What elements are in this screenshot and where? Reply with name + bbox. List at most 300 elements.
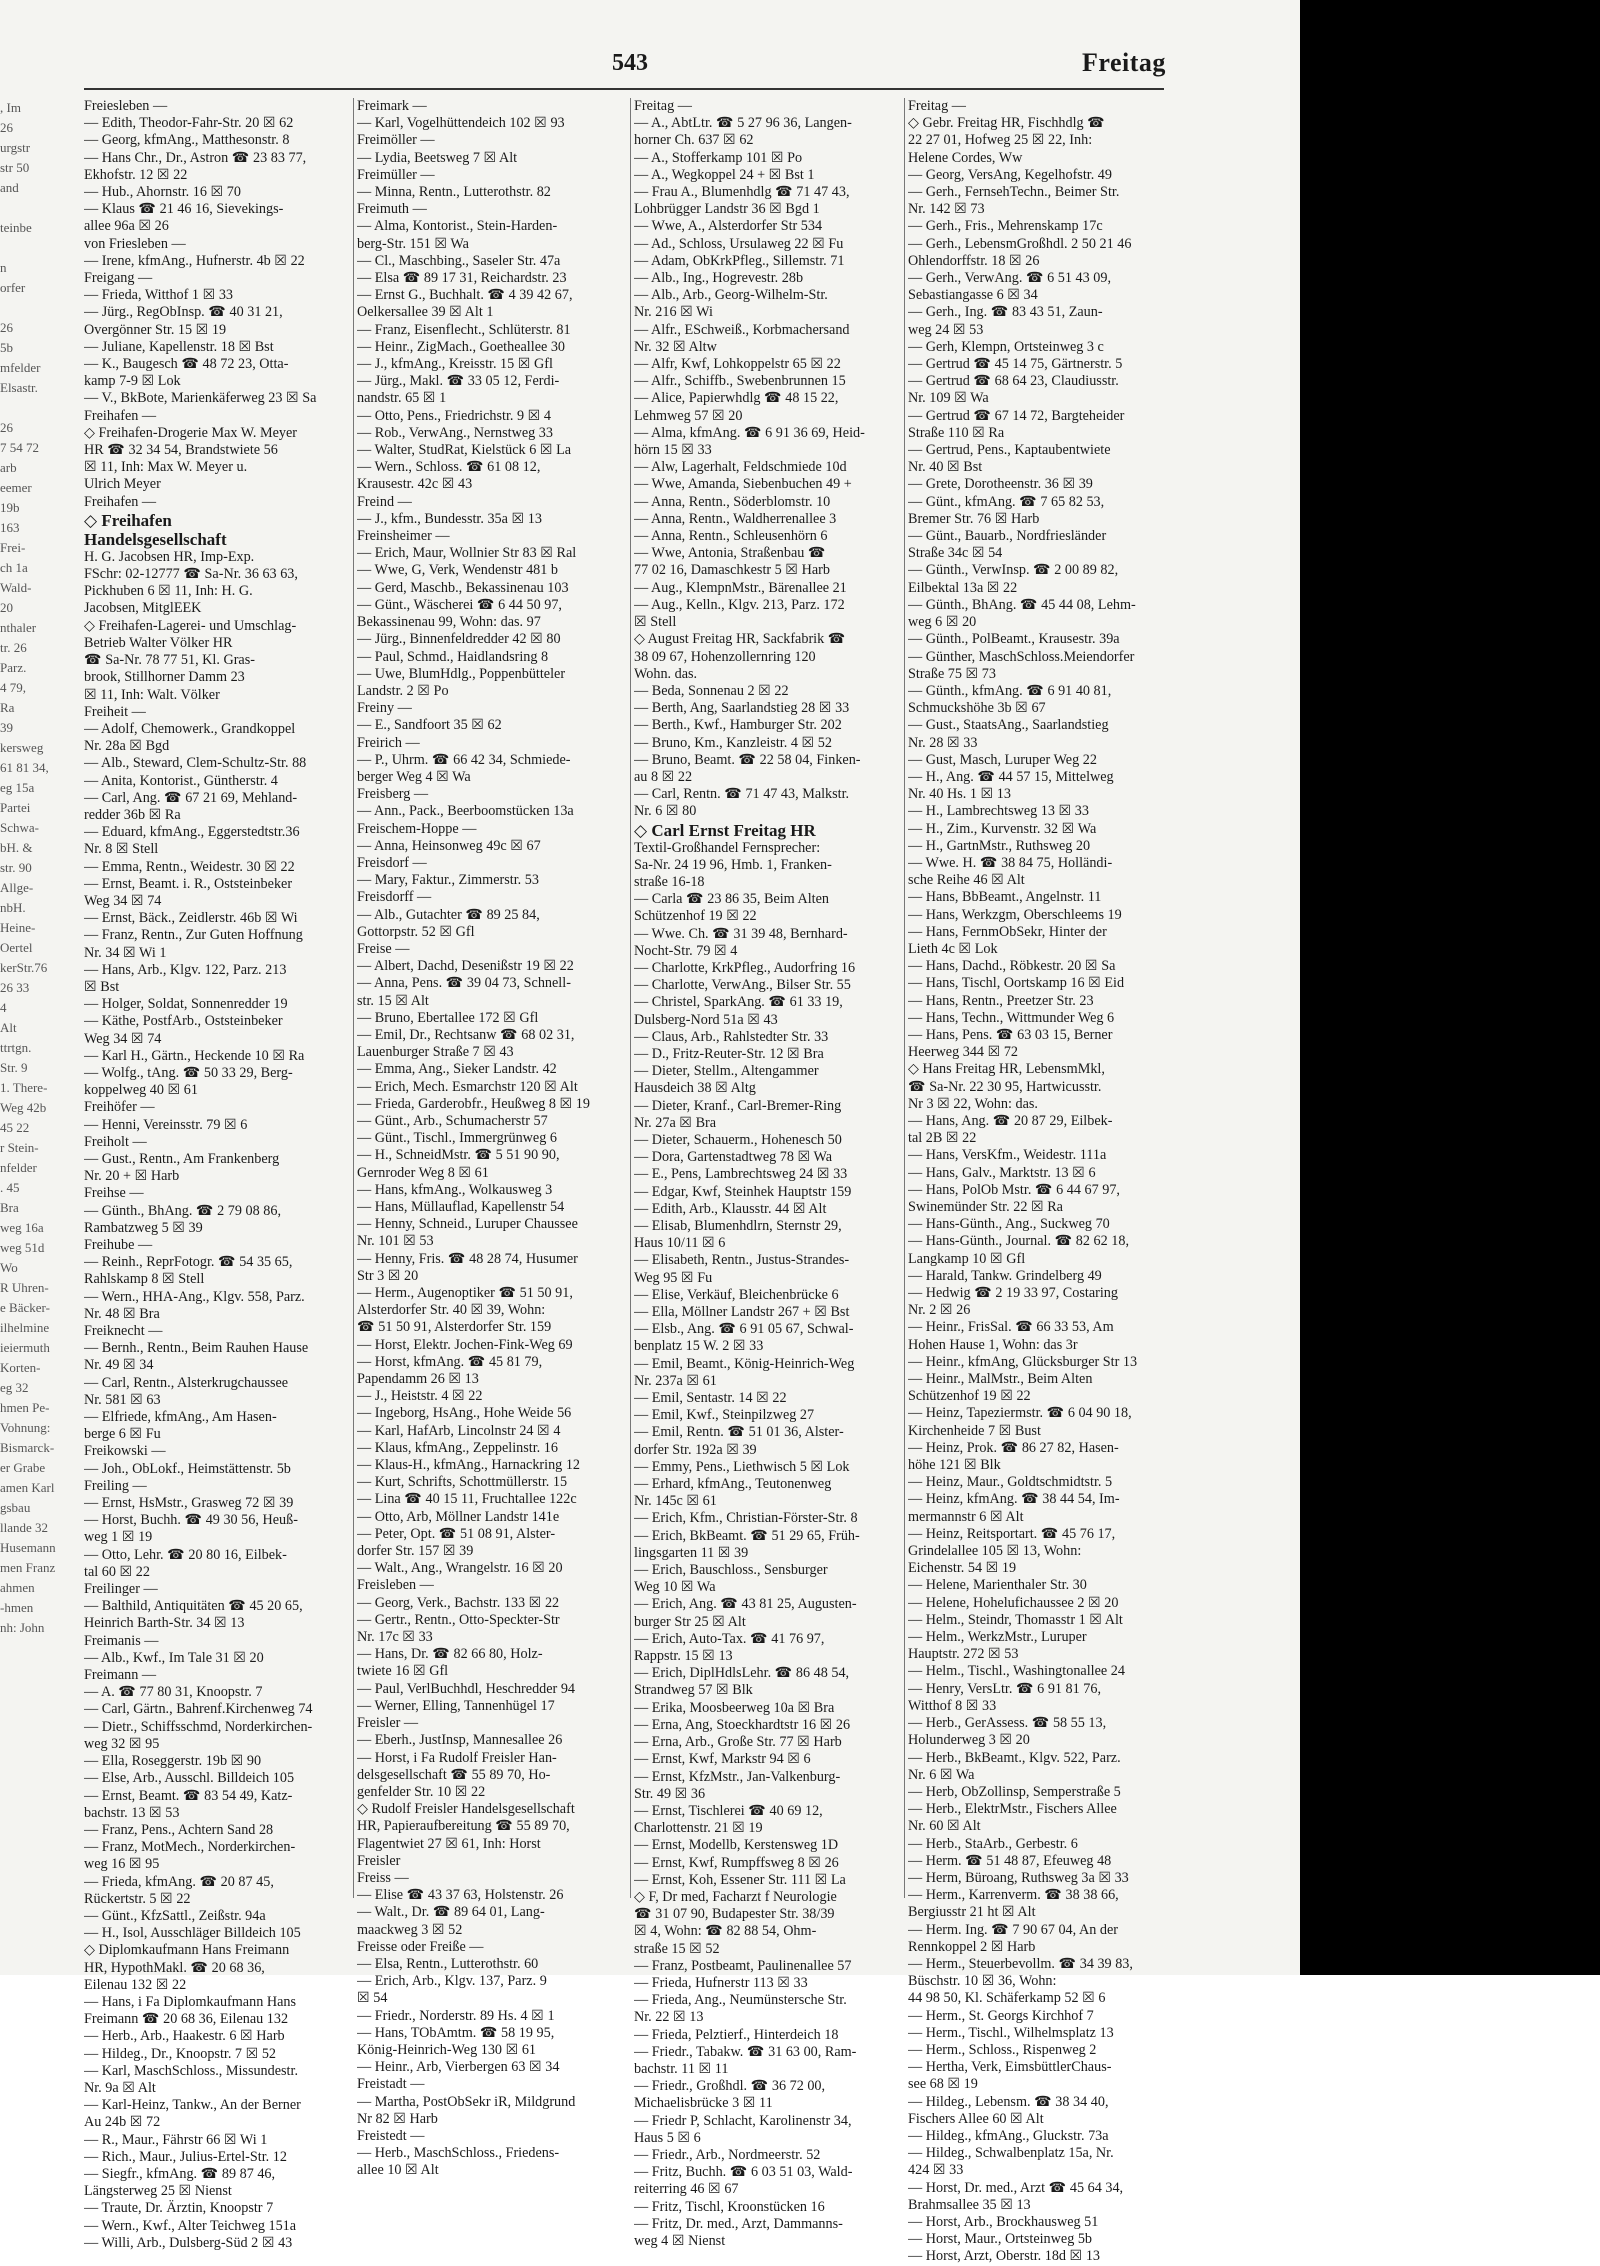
directory-entry-line: ☒ 11, Inh: Walt. Völker — [84, 686, 220, 703]
directory-entry-line: — Herb., MaschSchloss., Friedens- — [357, 2145, 560, 2162]
directory-entry-line: — Charlotte, VerwAng., Bilser Str. 55 — [634, 977, 851, 994]
directory-entry-line: — Ernst, Kwf, Markstr 94 ☒ 6 — [634, 1751, 811, 1768]
directory-entry-line: Lauenburger Straße 7 ☒ 43 — [357, 1044, 514, 1061]
directory-entry-line: — Friedr., Tabakw. ☎ 31 63 00, Ram- — [634, 2043, 857, 2060]
directory-entry-line: ◇ Carl Ernst Freitag HR — [634, 820, 816, 840]
directory-entry-line: Haus 10/11 ☒ 6 — [634, 1235, 726, 1252]
directory-entry-line: Krausestr. 42c ☒ 43 — [357, 476, 473, 493]
directory-entry-line: delsgesellschaft ☎ 55 89 70, Ho- — [357, 1766, 551, 1783]
directory-entry-line: — Elsa ☎ 89 17 31, Reichardstr. 23 — [357, 270, 567, 287]
directory-entry-line: H. G. Jacobsen HR, Imp-Exp. — [84, 548, 255, 565]
directory-entry-line: — Günther, MaschSchloss.Meiendorfer — [908, 648, 1135, 665]
directory-entry-line: — Karl H., Gärtn., Heckende 10 ☒ Ra — [84, 1047, 305, 1064]
edge-fragment: 26 — [0, 320, 13, 335]
directory-entry-line: Freilinger — — [84, 1581, 158, 1598]
directory-entry-line: — Elsa, Rentn., Lutterothstr. 60 — [357, 1955, 539, 1972]
directory-entry-line: Schmuckshöhe 3b ☒ 67 — [908, 700, 1046, 717]
directory-entry-line: — Jürg., Binnenfeldredder 42 ☒ 80 — [357, 631, 561, 648]
edge-fragment: n — [0, 260, 7, 275]
directory-entry-line: Freind — — [357, 493, 412, 510]
directory-entry-line: — A., Stofferkamp 101 ☒ Po — [634, 149, 803, 166]
directory-entry-line: Freihöfer — — [84, 1099, 155, 1116]
directory-entry-line: — Henny, Fris. ☎ 48 28 74, Husumer — [357, 1250, 578, 1267]
directory-entry-line: — Gertrud ☎ 68 64 23, Claudiusstr. — [908, 373, 1119, 390]
directory-entry-line: Weg 34 ☒ 74 — [84, 1030, 162, 1047]
directory-entry-line: Witthof 8 ☒ 33 — [908, 1697, 997, 1714]
directory-entry-line: — E., Pens, Lambrechtsweg 24 ☒ 33 — [634, 1166, 848, 1183]
directory-entry-line: hörn 15 ☒ 33 — [634, 442, 712, 459]
directory-entry-line: — Irene, kfmAng., Hufnerstr. 4b ☒ 22 — [84, 252, 305, 269]
directory-entry-line: — E., Sandfoort 35 ☒ 62 — [357, 717, 502, 734]
directory-entry-line: Sa-Nr. 24 19 96, Hmb. 1, Franken- — [634, 856, 832, 873]
edge-fragment: Parz. — [0, 660, 27, 675]
directory-entry-line: — Walt., Dr. ☎ 89 64 01, Lang- — [357, 1904, 545, 1921]
directory-entry-line: HR, HypothMakl. ☎ 20 68 36, — [84, 1959, 265, 1976]
directory-entry-line: Straße 34c ☒ 54 — [908, 545, 1003, 562]
directory-entry-line: — H., Lambrechtsweg 13 ☒ 33 — [908, 803, 1089, 820]
directory-entry-line: Rappstr. 15 ☒ 13 — [634, 1648, 733, 1665]
edge-fragment: hmen Pe- — [0, 1400, 50, 1415]
directory-entry-line: — Alw, Lagerhalt, Feldschmiede 10d — [634, 459, 847, 476]
directory-entry-line: — Herm., Steuerbevollm. ☎ 34 39 83, — [908, 1955, 1133, 1972]
directory-entry-line: höhe 121 ☒ Blk — [908, 1457, 1001, 1474]
directory-entry-line: Eilenau 132 ☒ 22 — [84, 1976, 187, 1993]
edge-fragment: Bra — [0, 1200, 19, 1215]
directory-entry-line: — Herb., StaArb., Gerbestr. 6 — [908, 1835, 1078, 1852]
directory-entry-line: — Karl, Vogelhüttendeich 102 ☒ 93 — [357, 115, 565, 132]
directory-entry-line: — Hedwig ☎ 2 19 33 97, Costaring — [908, 1285, 1118, 1302]
directory-entry-line: Haus 5 ☒ 6 — [634, 2129, 701, 2146]
directory-entry-line: Straße 75 ☒ 73 — [908, 665, 996, 682]
directory-entry-line: 424 ☒ 33 — [908, 2162, 964, 2179]
directory-entry-line: bachstr. 13 ☒ 53 — [84, 1804, 180, 1821]
directory-entry-line: — Ella, Roseggerstr. 19b ☒ 90 — [84, 1753, 262, 1770]
directory-entry-line: Freimann — — [84, 1667, 157, 1684]
edge-fragment: ieiermuth — [0, 1340, 50, 1355]
directory-entry-line: — Günth., BhAng. ☎ 45 44 08, Lehm- — [908, 596, 1136, 613]
directory-entry-line: — Hans, Ang. ☎ 20 87 29, Eilbek- — [908, 1112, 1113, 1129]
directory-entry-line: — Ernst, Koh, Essener Str. 111 ☒ La — [634, 1871, 846, 1888]
directory-entry-line: Nr. 49 ☒ 34 — [84, 1357, 154, 1374]
directory-entry-line: berger Weg 4 ☒ Wa — [357, 768, 471, 785]
directory-entry-line: Alsterdorfer Str. 40 ☒ 39, Wohn: — [357, 1302, 546, 1319]
directory-entry-line: — Hertha, Verk, EimsbüttlerChaus- — [908, 2059, 1112, 2076]
edge-fragment: nh: John — [0, 1620, 45, 1635]
directory-entry-line: — A., AbtLtr. ☎ 5 27 96 36, Langen- — [634, 115, 852, 132]
directory-entry-line: — Anna, Rentn., Waldherrenallee 3 — [634, 510, 837, 527]
column-rule — [904, 98, 905, 1898]
directory-entry-line: — Horst, Elektr. Jochen-Fink-Weg 69 — [357, 1336, 573, 1353]
directory-entry-line: — Erich, Maur, Wollnier Str 83 ☒ Ral — [357, 545, 577, 562]
directory-entry-line: — Gust., StaatsAng., Saarlandstieg — [908, 717, 1109, 734]
directory-entry-line: — Gerh., FernsehTechn., Beimer Str. — [908, 184, 1120, 201]
directory-entry-line: Overgönner Str. 15 ☒ 19 — [84, 321, 227, 338]
directory-entry-line: — Paul, Schmd., Haidlandsring 8 — [357, 648, 549, 665]
directory-entry-line: Heerweg 344 ☒ 72 — [908, 1044, 1019, 1061]
directory-entry-line: Bekassinenau 99, Wohn: das. 97 — [357, 614, 541, 631]
directory-entry-line: — Dietr., Schiffsschmd, Norderkirchen- — [84, 1718, 313, 1735]
directory-entry-line: — Hans, PolOb Mstr. ☎ 6 44 67 97, — [908, 1181, 1120, 1198]
directory-entry-line: — Minna, Rentn., Lutterothstr. 82 — [357, 184, 551, 201]
edge-fragment: kerStr.76 — [0, 960, 48, 975]
directory-entry-line: ◇ Freihafen-Drogerie Max W. Meyer — [84, 424, 298, 441]
directory-entry-line: — Carl, Ang. ☎ 67 21 69, Mehland- — [84, 789, 298, 806]
directory-entry-line: — Alb., Gutachter ☎ 89 25 84, — [357, 906, 540, 923]
directory-entry-line: Schützenhof 19 ☒ 22 — [634, 908, 757, 925]
directory-entry-line: — Heinr., kfmAng, Glücksburger Str 13 — [908, 1353, 1138, 1370]
directory-entry-line: — Emil, Kwf., Steinpilzweg 27 — [634, 1407, 815, 1424]
directory-entry-line: — Adolf, Chemowerk., Grandkoppel — [84, 720, 296, 737]
directory-entry-line: Au 24b ☒ 72 — [84, 2114, 161, 2131]
directory-entry-line: Kirchenheide 7 ☒ Bust — [908, 1422, 1041, 1439]
directory-entry-line: — Gust, Masch, Luruper Weg 22 — [908, 751, 1097, 768]
directory-entry-line: — Ernst, Tischlerei ☎ 40 69 12, — [634, 1802, 823, 1819]
directory-entry-line: — Herb., ElektrMstr., Fischers Allee — [908, 1801, 1117, 1818]
edge-fragment: Schwa- — [0, 820, 39, 835]
directory-entry-line: — Wwe. H. ☎ 38 84 75, Holländi- — [908, 854, 1113, 871]
directory-entry-line: — Günt., kfmAng. ☎ 7 65 82 53, — [908, 493, 1105, 510]
directory-entry-line: Nr. 6 ☒ 80 — [634, 803, 697, 820]
directory-entry-line: Rückertstr. 5 ☒ 22 — [84, 1890, 191, 1907]
directory-entry-line: — Herm., Augenoptiker ☎ 51 50 91, — [357, 1285, 573, 1302]
edge-fragment: Korten- — [0, 1360, 41, 1375]
directory-entry-line: Betrieb Walter Völker HR — [84, 634, 233, 651]
directory-entry-line: — Fritz, Tischl, Kroonstücken 16 — [634, 2198, 825, 2215]
directory-entry-line: — H., Isol, Ausschläger Billdeich 105 — [84, 1925, 301, 1942]
directory-entry-line: — J., Heiststr. 4 ☒ 22 — [357, 1388, 483, 1405]
directory-entry-line: — Bruno, Km., Kanzleistr. 4 ☒ 52 — [634, 734, 832, 751]
directory-entry-line: Strandweg 57 ☒ Blk — [634, 1682, 753, 1699]
directory-entry-line: ☒ 54 — [357, 1990, 388, 2007]
directory-entry-line: — Horst, Dr. med., Arzt ☎ 45 64 34, — [908, 2179, 1124, 2196]
directory-entry-line: straße 16-18 — [634, 873, 705, 890]
directory-entry-line: Freiheit — — [84, 703, 146, 720]
directory-entry-line: ☎ Sa-Nr. 22 30 95, Hartwicusstr. — [908, 1078, 1102, 1095]
directory-entry-line: — Hans, kfmAng., Wolkausweg 3 — [357, 1181, 553, 1198]
directory-entry-line: Eichenstr. 54 ☒ 19 — [908, 1560, 1017, 1577]
directory-entry-line: — Heinr., MalMstr., Beim Alten — [908, 1371, 1093, 1388]
directory-entry-line: — Henni, Vereinsstr. 79 ☒ 6 — [84, 1116, 248, 1133]
directory-entry-line: Freinsheimer — — [357, 528, 450, 545]
directory-entry-line: — Berth, Ang, Saarlandstieg 28 ☒ 33 — [634, 700, 850, 717]
directory-entry-line: tal 2B ☒ 22 — [908, 1130, 977, 1147]
directory-entry-line: Ohlendorffstr. 18 ☒ 26 — [908, 252, 1040, 269]
edge-fragment — [0, 398, 78, 418]
edge-fragment: 5b — [0, 340, 13, 355]
directory-entry-line: — Ingeborg, HsAng., Hohe Weide 56 — [357, 1405, 572, 1422]
directory-entry-line: see 68 ☒ 19 — [908, 2076, 978, 2093]
directory-entry-line: allee 10 ☒ Alt — [357, 2162, 439, 2179]
directory-entry-line: — Wwe. Ch. ☎ 31 39 48, Bernhard- — [634, 925, 848, 942]
directory-entry-line: Ekhofstr. 12 ☒ 22 — [84, 166, 188, 183]
page-number: 543 — [612, 50, 648, 76]
directory-entry-line: Nr. 34 ☒ Wi 1 — [84, 944, 167, 961]
edge-fragment — [0, 198, 78, 218]
edge-fragment: 19b — [0, 500, 20, 515]
directory-entry-line: benplatz 15 W. 2 ☒ 33 — [634, 1338, 764, 1355]
directory-entry-line: — Horst, Buchh. ☎ 49 30 56, Heuß- — [84, 1512, 298, 1529]
directory-entry-line: — Frieda, Witthof 1 ☒ 33 — [84, 287, 234, 304]
directory-entry-line: — Ernst, HsMstr., Grasweg 72 ☒ 39 — [84, 1495, 294, 1512]
directory-entry-line: Nr. 9a ☒ Alt — [84, 2079, 156, 2096]
directory-entry-line: — Friedr P, Schlacht, Karolinenstr 34, — [634, 2112, 852, 2129]
directory-entry-line: — Christel, SparkAng. ☎ 61 33 19, — [634, 994, 843, 1011]
directory-entry-line: ☒ Stell — [634, 614, 677, 631]
directory-entry-line: — Hans, Pens. ☎ 63 03 15, Berner — [908, 1026, 1113, 1043]
directory-entry-line: — H., Zim., Kurvenstr. 32 ☒ Wa — [908, 820, 1097, 837]
directory-entry-line: — Hans, Dr. ☎ 82 66 80, Holz- — [357, 1646, 543, 1663]
directory-entry-line: — Horst, kfmAng. ☎ 45 81 79, — [357, 1353, 543, 1370]
directory-entry-line: — Harald, Tankw. Grindelberg 49 — [908, 1267, 1102, 1284]
directory-entry-line: — Friedr., Großhdl. ☎ 36 72 00, — [634, 2078, 826, 2095]
directory-entry-line: — H., SchneidMstr. ☎ 5 51 90 90, — [357, 1147, 560, 1164]
directory-entry-line: ☎ 31 07 90, Budapester Str. 38/39 — [634, 1906, 835, 1923]
edge-fragment: r Stein- — [0, 1140, 39, 1155]
directory-entry-line: — Klaus, kfmAng., Zeppelinstr. 16 — [357, 1439, 558, 1456]
edge-fragment: Heine- — [0, 920, 36, 935]
directory-entry-line: — Edith, Theodor-Fahr-Str. 20 ☒ 62 — [84, 115, 294, 132]
directory-entry-line: Freisdorff — — [357, 889, 432, 906]
directory-entry-line: Eilbektal 13a ☒ 22 — [908, 579, 1018, 596]
directory-entry-line: Rambatzweg 5 ☒ 39 — [84, 1219, 203, 1236]
directory-entry-line: — Gerh., Ing. ☎ 83 43 51, Zaun- — [908, 304, 1103, 321]
directory-entry-line: — Hildeg., Schwalbenplatz 15a, Nr. — [908, 2145, 1114, 2162]
edge-fragment: er Grabe — [0, 1460, 46, 1475]
directory-entry-line: — Alice, Papierwhdlg ☎ 48 15 22, — [634, 390, 839, 407]
directory-entry-line: — Frieda, kfmAng. ☎ 20 87 45, — [84, 1873, 274, 1890]
directory-entry-line: — Erich, Ang. ☎ 43 81 25, Augusten- — [634, 1596, 857, 1613]
edge-fragment: Husemann — [0, 1540, 56, 1555]
directory-entry-line: — Carla ☎ 23 86 35, Beim Alten — [634, 891, 829, 908]
directory-entry-line: — Emil, Sentastr. 14 ☒ 22 — [634, 1390, 787, 1407]
directory-entry-line: Gottorpstr. 52 ☒ Gfl — [357, 923, 475, 940]
directory-entry-line: Nr 3 ☒ 22, Wohn: das. — [908, 1095, 1038, 1112]
edge-fragment: Vohnung: — [0, 1420, 51, 1435]
directory-entry-line: ☒ Bst — [84, 978, 120, 995]
directory-entry-line: — Gerh, Klempn, Ortsteinweg 3 c — [908, 338, 1104, 355]
directory-entry-line: — Hildeg., kfmAng., Gluckstr. 73a — [908, 2127, 1109, 2144]
directory-entry-line: — Wwe, A., Alsterdorfer Str 534 — [634, 218, 823, 235]
edge-fragment: , Im — [0, 100, 21, 115]
edge-fragment: 4 — [0, 1000, 7, 1015]
directory-entry-line: Nr. 216 ☒ Wi — [634, 304, 713, 321]
directory-entry-line: Rennkoppel 2 ☒ Harb — [908, 1938, 1036, 1955]
directory-entry-line: — Franz, Pens., Achtern Sand 28 — [84, 1821, 274, 1838]
directory-entry-line: Holunderweg 3 ☒ 20 — [908, 1732, 1030, 1749]
edge-fragment: Partei — [0, 800, 31, 815]
directory-entry-line: — Heinr., Arb, Vierbergen 63 ☒ 34 — [357, 2059, 560, 2076]
edge-fragment: mfelder — [0, 360, 41, 375]
directory-entry-line: — Paul, VerlBuchhdl, Heschredder 94 — [357, 1680, 576, 1697]
directory-entry-line: Freimann ☎ 20 68 36, Eilenau 132 — [84, 2011, 289, 2028]
directory-entry-line: — Adam, ObKrkPfleg., Sillemstr. 71 — [634, 252, 845, 269]
directory-entry-line: berg-Str. 151 ☒ Wa — [357, 235, 469, 252]
directory-entry-line: — Jürg., RegObInsp. ☎ 40 31 21, — [84, 304, 283, 321]
directory-entry-line: — Rich., Maur., Julius-Ertel-Str. 12 — [84, 2148, 287, 2165]
directory-entry-line: Freistadt — — [357, 2076, 425, 2093]
directory-entry-line: Nr. 237a ☒ 61 — [634, 1372, 717, 1389]
directory-entry-line: tal 60 ☒ 22 — [84, 1563, 150, 1580]
directory-entry-line: weg 32 ☒ 95 — [84, 1735, 160, 1752]
scan-dark-margin — [1300, 0, 1600, 1975]
directory-entry-line: — Martha, PostObSekr iR, Mildgrund — [357, 2093, 576, 2110]
directory-entry-line: — Hans, Müllauflad, Kapellenstr 54 — [357, 1199, 565, 1215]
directory-entry-line: — Günt., KfzSattl., Zeißstr. 94a — [84, 1907, 266, 1924]
edge-fragment: 26 33 — [0, 980, 30, 995]
directory-entry-line: — Holger, Soldat, Sonnenredder 19 — [84, 996, 288, 1013]
directory-entry-line: — Emil, Dr., Rechtsanw ☎ 68 02 31, — [357, 1026, 575, 1043]
directory-entry-line: — Berth., Kwf., Hamburger Str. 202 — [634, 717, 842, 734]
directory-entry-line: — Jürg., Makl. ☎ 33 05 12, Ferdi- — [357, 373, 560, 390]
directory-entry-line: Langkamp 10 ☒ Gfl — [908, 1250, 1026, 1267]
directory-entry-line: — P., Uhrm. ☎ 66 42 34, Schmiede- — [357, 751, 571, 768]
directory-entry-line: — Horst, Arb., Brockhausweg 51 — [908, 2213, 1099, 2230]
directory-entry-line: — Frieda, Hufnerstr 113 ☒ 33 — [634, 1974, 808, 1991]
directory-entry-line: Nr. 142 ☒ 73 — [908, 201, 985, 218]
directory-entry-line: Freiss — — [357, 1869, 409, 1886]
directory-entry-line: — Heinz, Tapeziermstr. ☎ 6 04 90 18, — [908, 1405, 1132, 1422]
directory-entry-line: Pickhuben 6 ☒ 11, Inh: H. G. — [84, 583, 253, 600]
edge-fragment: eg 15a — [0, 780, 35, 795]
directory-entry-line: — Elfriede, kfmAng., Am Hasen- — [84, 1409, 277, 1426]
directory-entry-line: Charlottenstr. 21 ☒ 19 — [634, 1820, 763, 1837]
directory-entry-line: Nr. 6 ☒ Wa — [908, 1766, 975, 1783]
directory-entry-line: — Hans, Dachd., Röbkestr. 20 ☒ Sa — [908, 958, 1116, 975]
directory-entry-line: Nr 82 ☒ Harb — [357, 2110, 438, 2127]
edge-fragment: 45 22 — [0, 1120, 30, 1135]
directory-entry-line: — Lydia, Beetsweg 7 ☒ Alt — [357, 149, 518, 166]
edge-fragment: 7 54 72 — [0, 440, 39, 455]
directory-entry-line: weg 16 ☒ 95 — [84, 1856, 160, 1873]
directory-entry-line: — Traute, Dr. Ärztin, Knoopstr 7 — [84, 2200, 274, 2217]
directory-entry-line: — Willi, Arb., Dulsberg-Süd 2 ☒ 43 — [84, 2234, 293, 2251]
directory-entry-line: — Erich, DiplHdlsLehr. ☎ 86 48 54, — [634, 1665, 850, 1682]
column-1 — [84, 98, 354, 2252]
directory-entry-line: — Elisab, Blumenhdlrn, Sternstr 29, — [634, 1218, 842, 1234]
edge-fragment: llande 32 — [0, 1520, 49, 1535]
directory-entry-line: Freitag — — [634, 98, 692, 114]
directory-entry-line: — Frieda, Pelztierf., Hinterdeich 18 — [634, 2026, 839, 2043]
directory-entry-line: — Fritz, Buchh. ☎ 6 03 51 03, Wald- — [634, 2164, 853, 2181]
directory-entry-line: — Hans, i Fa Diplomkaufmann Hans — [84, 1993, 296, 2010]
edge-fragment: Oertel — [0, 940, 33, 955]
directory-entry-line: ☒ 4, Wohn: ☎ 82 88 54, Ohm- — [634, 1923, 817, 1940]
directory-entry-line: — Heinz, Reitsportart. ☎ 45 76 17, — [908, 1525, 1116, 1542]
directory-entry-line: — Herb., BkBeamt., Klgv. 522, Parz. — [908, 1749, 1121, 1766]
directory-entry-line: — Gerh., VerwAng. ☎ 6 51 43 09, — [908, 270, 1112, 287]
directory-entry-line: — Carl, Rentn., Alsterkrugchaussee — [84, 1374, 289, 1391]
directory-entry-line: maackweg 3 ☒ 52 — [357, 1921, 463, 1938]
directory-entry-line: — Emma, Rentn., Weidestr. 30 ☒ 22 — [84, 858, 295, 875]
directory-entry-line: Swinemünder Str. 22 ☒ Ra — [908, 1199, 1063, 1215]
edge-fragment: nthaler — [0, 620, 37, 635]
directory-entry-line: Nr. 581 ☒ 63 — [84, 1391, 161, 1408]
edge-fragment: R Uhren- — [0, 1280, 49, 1295]
column-4 — [908, 98, 1178, 2266]
directory-entry-line: — Gerh., LebensmGroßhdl. 2 50 21 46 — [908, 235, 1132, 252]
edge-fragment: ahmen — [0, 1580, 35, 1595]
edge-fragment: ch 1a — [0, 560, 28, 575]
directory-entry-line: — Carl, Gärtn., Bahrenf.Kirchenweg 74 — [84, 1701, 313, 1718]
directory-entry-line: — Eduard, kfmAng., Eggerstedtstr.36 — [84, 824, 300, 841]
directory-entry-line: koppelweg 40 ☒ 61 — [84, 1082, 198, 1099]
directory-entry-line: — Horst, Maur., Ortsteinweg 5b — [908, 2231, 1093, 2248]
directory-entry-line: Nr. 109 ☒ Wa — [908, 390, 989, 407]
directory-entry-line: genfelder Str. 10 ☒ 22 — [357, 1783, 486, 1800]
directory-entry-line: Str. 49 ☒ 36 — [634, 1785, 706, 1802]
directory-entry-line: — Ann., Pack., Beerboomstücken 13a — [357, 803, 574, 820]
directory-entry-line: — Walter, StudRat, Kielstück 6 ☒ La — [357, 442, 572, 459]
edge-fragment: tr. 26 — [0, 640, 27, 655]
directory-entry-line: Hohen Hause 1, Wohn: das 3r — [908, 1336, 1078, 1353]
directory-entry-line: — Erich, Bauschloss., Sensburger — [634, 1562, 828, 1579]
edge-fragment: Wo — [0, 1260, 18, 1275]
directory-entry-line: — Franz, MotMech., Norderkirchen- — [84, 1839, 296, 1856]
directory-entry-line: Helene Cordes, Ww — [908, 149, 1023, 166]
edge-fragment: -hmen — [0, 1600, 34, 1615]
directory-entry-line: — Günth., BhAng. ☎ 2 79 08 86, — [84, 1202, 281, 1219]
directory-entry-line: ☎ Sa-Nr. 78 77 51, Kl. Gras- — [84, 652, 255, 669]
edge-fragment: and — [0, 180, 19, 195]
directory-entry-line: — Helm., Steindr, Thomasstr 1 ☒ Alt — [908, 1611, 1123, 1628]
directory-entry-line: — Wwe, G, Verk, Wendenstr 481 b — [357, 562, 558, 579]
directory-entry-line: — Reinh., ReprFotogr. ☎ 54 35 65, — [84, 1254, 293, 1271]
directory-entry-line: lingsgarten 11 ☒ 39 — [634, 1544, 749, 1561]
directory-entry-line: — Otto, Arb, Möllner Landstr 141e — [357, 1508, 560, 1525]
directory-entry-line: — Bruno, Ebertallee 172 ☒ Gfl — [357, 1009, 539, 1026]
directory-entry-line: Freisberg — — [357, 786, 429, 803]
directory-entry-line: — Emma, Ang., Sieker Landstr. 42 — [357, 1061, 557, 1078]
directory-entry-line: — Emil, Beamt., König-Heinrich-Weg — [634, 1355, 855, 1372]
directory-entry-line: weg 1 ☒ 19 — [84, 1529, 153, 1546]
left-edge-column — [0, 98, 78, 1638]
directory-entry-line: dorfer Str. 192a ☒ 39 — [634, 1441, 757, 1458]
directory-entry-line: — Günt., Tischl., Immergrünweg 6 — [357, 1130, 557, 1147]
directory-entry-line: — Gust., Rentn., Am Frankenberg — [84, 1150, 280, 1167]
directory-entry-line: — Wolfg., tAng. ☎ 50 33 29, Berg- — [84, 1064, 293, 1081]
directory-entry-line: — Hans, Arb., Klgv. 122, Parz. 213 — [84, 961, 287, 978]
directory-entry-line: — Hans-Günth., Journal. ☎ 82 62 18, — [908, 1233, 1130, 1250]
directory-entry-line: ◇ Rudolf Freisler Handelsgesellschaft — [357, 1801, 575, 1818]
directory-entry-line: Lehmweg 57 ☒ 20 — [634, 407, 743, 424]
directory-entry-line: Schützenhof 19 ☒ 22 — [908, 1388, 1031, 1405]
directory-entry-line: — Hans, Galv., Marktstr. 13 ☒ 6 — [908, 1164, 1096, 1181]
edge-fragment: men Franz — [0, 1560, 56, 1575]
directory-entry-line: — Rob., VerwAng., Nernstweg 33 — [357, 424, 553, 441]
directory-entry-line: — V., BkBote, Marienkäferweg 23 ☒ Sa — [84, 390, 317, 407]
directory-entry-line: bachstr. 11 ☒ 11 — [634, 2060, 729, 2077]
directory-entry-line: — Ernst, Modellb, Kerstensweg 1D — [634, 1837, 839, 1854]
directory-entry-line: Freitag — — [908, 98, 966, 114]
edge-fragment: 20 — [0, 600, 13, 615]
directory-entry-line: — Joh., ObLokf., Heimstättenstr. 5b — [84, 1460, 291, 1477]
directory-entry-line: — Erich, BkBeamt. ☎ 51 29 65, Früh- — [634, 1527, 860, 1544]
directory-entry-line: Hausdeich 38 ☒ Altg — [634, 1080, 756, 1097]
edge-fragment: . 45 — [0, 1180, 20, 1195]
directory-entry-line: — Georg, Verk., Bachstr. 133 ☒ 22 — [357, 1594, 560, 1611]
directory-entry-line: — Heinz, kfmAng. ☎ 38 44 54, Im- — [908, 1491, 1120, 1508]
edge-fragment: str 50 — [0, 160, 30, 175]
directory-entry-line: Freischem-Hoppe — — [357, 820, 477, 837]
directory-entry-line: — Hans, BbBeamt., Angelnstr. 11 — [908, 889, 1102, 906]
directory-entry-line: — Hans, Werkzgm, Oberschleems 19 — [908, 906, 1122, 923]
directory-entry-line: — H., GartnMstr., Ruthsweg 20 — [908, 837, 1091, 854]
directory-entry-line: ◇ August Freitag HR, Sackfabrik ☎ — [634, 631, 846, 648]
directory-entry-line: — A. ☎ 77 80 31, Knoopstr. 7 — [84, 1684, 263, 1701]
directory-entry-line: Freimuth — — [357, 201, 427, 218]
directory-entry-line: — Anna, Rentn., Söderblomstr. 10 — [634, 493, 831, 510]
directory-entry-line: Nr. 20 + ☒ Harb — [84, 1168, 180, 1185]
